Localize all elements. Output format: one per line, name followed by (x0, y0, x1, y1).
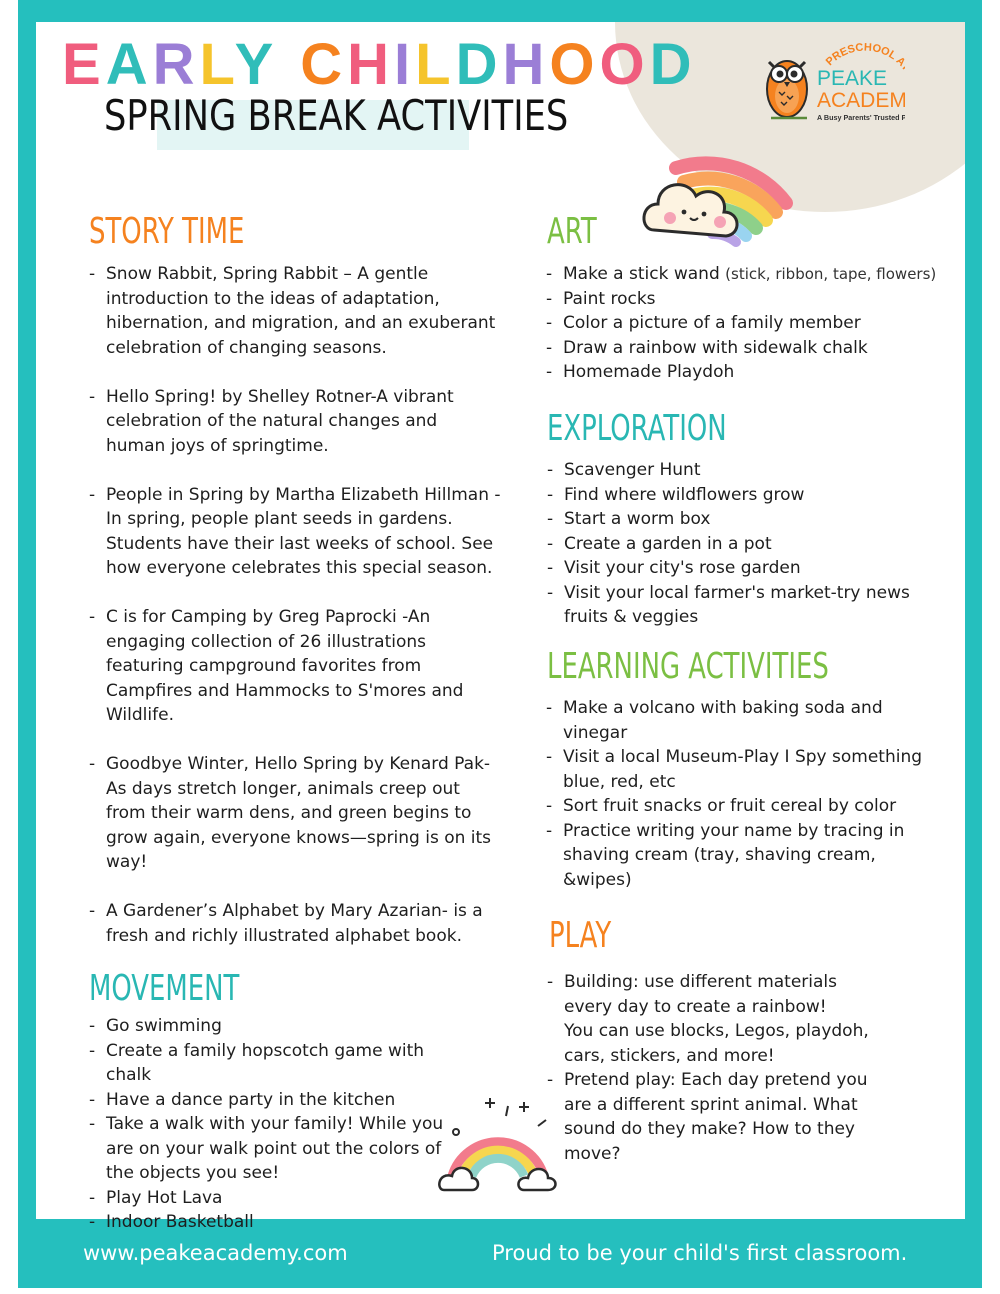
logo-tagline: A Busy Parents' Trusted P (817, 113, 905, 122)
list-item (547, 532, 947, 557)
list-item (89, 1039, 469, 1088)
play-heading: PLAY (549, 915, 612, 956)
list-item-line: human joys of springtime. (106, 435, 329, 456)
list-item-line: - Indoor Basketball (106, 1212, 254, 1232)
list-item-line: grow again, everyone knows—spring is on its (106, 827, 492, 848)
list-item-line: - C is for Camping by Greg Paprocki -An (106, 607, 431, 627)
list-item-line: from their warm dens, and green begins to (106, 803, 472, 823)
learning-heading: LEARNING ACTIVITIES (547, 646, 829, 687)
list-item-line: blue, red, etc (563, 771, 676, 792)
title-letter: L (415, 32, 456, 97)
story-time-heading: STORY TIME (89, 211, 245, 252)
list-item-line: You can use blocks, Legos, playdoh, (564, 1021, 869, 1041)
exploration-list (547, 458, 947, 630)
list-item-line: As days stretch longer, animals creep out (106, 778, 460, 799)
story-time-list (89, 262, 519, 948)
list-item-line: - Goodbye Winter, Hello Spring by Kenard Pak- (106, 754, 491, 774)
list-item (547, 507, 947, 532)
list-item-line: - Homemade Playdoh (563, 362, 735, 382)
logo-name-line1: PEAKE (817, 67, 888, 90)
list-item (546, 336, 956, 361)
list-item (547, 970, 927, 1068)
page-subtitle: SPRING BREAK ACTIVITIES (104, 91, 569, 140)
list-item-line: introduction to the ideas of adaptation, (106, 288, 440, 309)
list-item (89, 1186, 469, 1211)
list-item (89, 1210, 469, 1235)
list-item-line: Campfires and Hammocks to S'mores and (106, 680, 464, 701)
title-letter: A (105, 32, 153, 97)
list-item (89, 605, 519, 728)
title-letter: O (599, 32, 650, 97)
list-item (547, 1068, 927, 1166)
list-item-line: shaving cream (tray, shaving cream, (563, 845, 876, 865)
list-item (89, 899, 519, 948)
list-item-line: cars, stickers, and more! (564, 1045, 775, 1066)
list-item-line: move? (564, 1143, 621, 1164)
list-item (89, 483, 519, 581)
list-item-line: - Building: use different materials (564, 972, 838, 992)
list-item (89, 1014, 469, 1039)
footer-website[interactable]: www.peakeacademy.com (83, 1241, 348, 1265)
art-first-item: Make a stick wand (563, 264, 720, 284)
list-item-line: - Visit your local farmer's market-try news (564, 582, 910, 603)
list-item (546, 696, 946, 745)
list-item (546, 819, 946, 893)
learning-list (546, 696, 946, 892)
list-item-line: - Sort fruit snacks or fruit cereal by color (563, 796, 897, 816)
list-item-line: - Pretend play: Each day pretend you (564, 1070, 868, 1090)
title-letter: D (649, 32, 697, 97)
list-item (89, 1088, 469, 1113)
list-item-line: Wildlife. (106, 705, 174, 725)
list-item-line: - Find where wildflowers grow (564, 484, 805, 505)
rainbow-cloud-icon (636, 108, 796, 258)
list-item-line: - People in Spring by Martha Elizabeth Hillman - (106, 484, 501, 505)
list-item-line: celebration of changing seasons. (106, 337, 387, 358)
movement-list (89, 1014, 469, 1235)
list-item-line: hibernation, and migration, and an exuberant (106, 313, 496, 333)
list-item-line: engaging collection of 26 illustrations (106, 631, 427, 652)
list-item (547, 458, 947, 483)
list-item (547, 483, 947, 508)
list-item-line: - Create a garden in a pot (564, 533, 772, 554)
title-letter: C (300, 32, 348, 97)
logo-name-line2: ACADEM (817, 89, 905, 112)
list-item-line: are a different sprint animal. What (564, 1094, 858, 1115)
footer-slogan: Proud to be your child's first classroom. (492, 1241, 908, 1265)
list-item (547, 581, 947, 630)
list-item-line: way! (106, 852, 148, 872)
list-item-line: - Make a volcano with baking soda and (563, 698, 883, 718)
title-letter: H (347, 32, 395, 97)
list-item-line: - Hello Spring! by Shelley Rotner-A vibrant (106, 386, 454, 407)
list-item-line: celebration of the natural changes and (106, 411, 438, 431)
list-item-line: - Visit your city's rose garden (564, 558, 801, 578)
list-item-line: - Practice writing your name by tracing in (563, 820, 905, 841)
list-item-line: how everyone celebrates this special season. (106, 558, 493, 578)
list-item-line: - Draw a rainbow with sidewalk chalk (563, 337, 868, 358)
title-letter: D (455, 32, 503, 97)
list-item (546, 794, 946, 819)
title-letter: O (549, 32, 600, 97)
list-item-line: - Have a dance party in the kitchen (106, 1089, 396, 1110)
title-letter: R (152, 32, 200, 97)
list-item-line: fruits & veggies (564, 607, 699, 627)
list-item-line: - Color a picture of a family member (563, 313, 861, 333)
art-heading: ART (547, 211, 597, 252)
list-item-line: the objects you see! (106, 1163, 280, 1183)
list-item-line: - Take a walk with your family! While you (106, 1114, 444, 1134)
list-item-line: - Scavenger Hunt (564, 460, 701, 480)
list-item-line: every day to create a rainbow! (564, 996, 827, 1017)
title-letter: H (502, 32, 550, 97)
list-item-line: vinegar (563, 722, 628, 743)
list-item-line: - Paint rocks (563, 288, 656, 309)
list-item-line: are on your walk point out the colors of (106, 1138, 442, 1159)
list-item-line: Students have their last weeks of school. See (106, 533, 494, 554)
list-item (89, 385, 519, 459)
list-item (546, 262, 956, 287)
list-item (89, 752, 519, 875)
play-list (547, 970, 927, 1166)
list-item (546, 311, 956, 336)
list-item-line: - Start a worm box (564, 509, 711, 529)
list-item-line: - Play Hot Lava (106, 1187, 223, 1208)
list-item-line: sound do they make? How to they (564, 1119, 855, 1139)
list-item-line: featuring campground favorites from (106, 656, 422, 676)
list-item (547, 556, 947, 581)
list-item-line: - Visit a local Museum-Play I Spy something (563, 747, 923, 767)
title-letter: L (199, 32, 235, 97)
list-item (546, 360, 956, 385)
movement-heading: MOVEMENT (89, 968, 240, 1009)
logo-arc-text: PRESCHOOL (823, 41, 899, 69)
art-first-item-note: (stick, ribbon, tape, flowers) (725, 265, 937, 283)
title-letter: Y (234, 32, 279, 97)
list-item-line: In spring, people plant seeds in gardens. (106, 509, 453, 529)
list-item-line: fresh and richly illustrated alphabet book. (106, 925, 462, 946)
exploration-heading: EXPLORATION (547, 408, 727, 449)
list-item-line: - A Gardener’s Alphabet by Mary Azarian- is a (106, 901, 483, 921)
list-item (89, 1112, 469, 1186)
art-list (546, 262, 956, 385)
list-item-line: &wipes) (563, 869, 632, 890)
list-item (546, 287, 956, 312)
list-item-line: - Create a family hopscotch game with chalk (106, 1040, 425, 1085)
list-item (89, 262, 519, 360)
list-item (546, 745, 946, 794)
list-item-line: - Snow Rabbit, Spring Rabbit – A gentle (106, 264, 429, 284)
title-letter: I (394, 32, 416, 97)
title-letter: E (62, 32, 106, 97)
list-item-line: - Go swimming (106, 1016, 222, 1036)
